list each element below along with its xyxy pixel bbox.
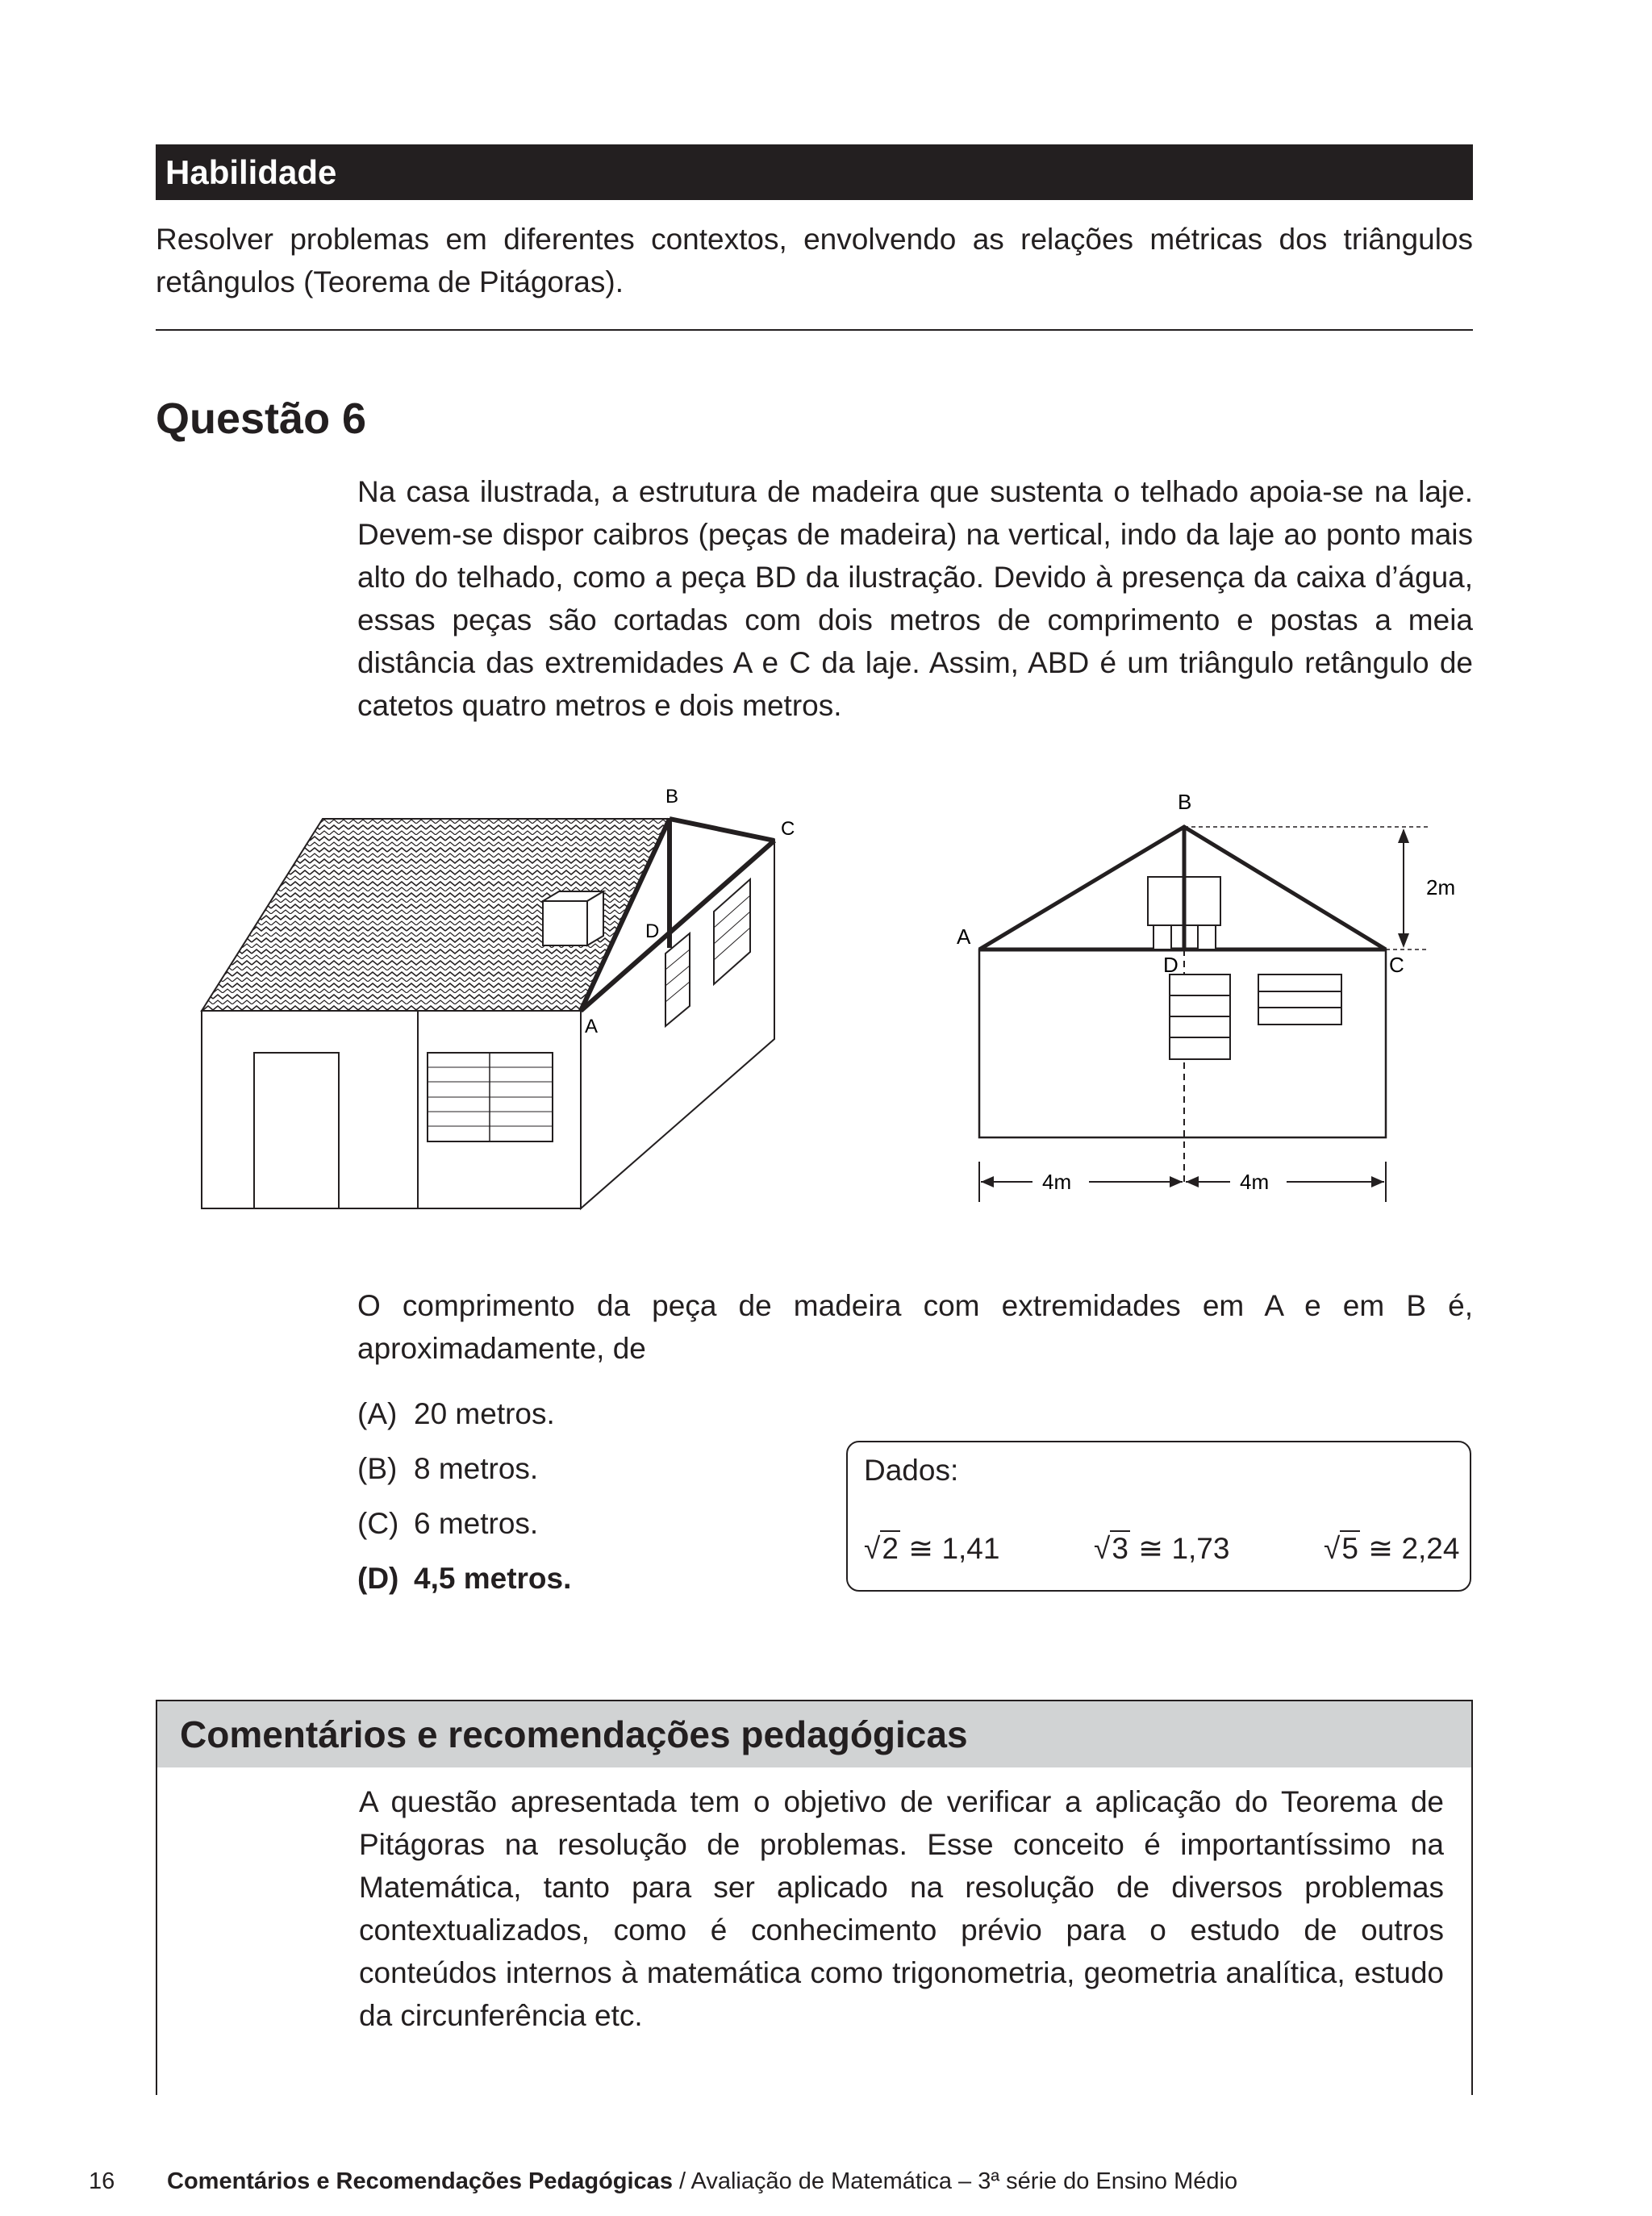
front-label-c: C [1389, 953, 1404, 977]
comments-title: Comentários e recomendações pedagógicas [157, 1701, 1471, 1767]
comments-section [156, 1700, 1473, 2095]
footer-title: Comentários e Recomendações Pedagógicas [167, 2168, 673, 2194]
sqrt2-value: √2 ≅ 1,41 [864, 1532, 1000, 1565]
front-label-b: B [1178, 790, 1192, 814]
dados-label: Dados: [864, 1454, 959, 1487]
front-label-a: A [957, 924, 971, 949]
question-title: Questão 6 [156, 394, 367, 443]
house-front-view-figure [952, 778, 1456, 1214]
dados-box [846, 1441, 1471, 1592]
option-c[interactable]: (C) 6 metros. [357, 1507, 539, 1540]
height-label: 2m [1426, 875, 1456, 899]
habilidade-description: Resolver problemas em diferentes contextos, envolvendo as relações métricas dos triângulos retângulos (Teorema de Pitágoras). [156, 223, 1473, 298]
comments-text: A questão apresentada tem o objetivo de verificar a aplicação do Teorema de Pitágoras na resolução de problemas. Esse conceito é importantíssimo na Matemática, tanto para ser aplicado na resolução de diversos problemas contextualizados, como é conhecimento prévio para o estudo de outros conteúdos internos à matemática como trigonometria, geometria analítica, estudo da circunferência etc. [359, 1785, 1444, 2032]
label-b: B [665, 786, 679, 808]
divider [156, 329, 1473, 331]
house-perspective-figure [194, 778, 807, 1214]
sqrt5-value: √5 ≅ 2,24 [1324, 1532, 1460, 1565]
habilidade-heading: Habilidade [156, 144, 1473, 200]
page-number: 16 [89, 2168, 115, 2194]
right-width-label: 4m [1240, 1170, 1270, 1194]
option-b[interactable]: (B) 8 metros. [357, 1452, 539, 1485]
sqrt3-value: √3 ≅ 1,73 [1094, 1532, 1230, 1565]
front-label-d: D [1163, 953, 1179, 977]
footer-subtitle: / Avaliação de Matemática – 3ª série do Ensino Médio [672, 2168, 1238, 2194]
question-text: Na casa ilustrada, a estrutura de madeira que sustenta o telhado apoia-se na laje. Devem-se dispor caibros (peças de madeira) na vertical, indo da laje ao ponto mais alto do telhado, como a peça BD da ilustração. Devido à presença da caixa d’água, essas peças são cortadas com dois metros de comprimento e postas a meia distância das extremidades A e C da laje. Assim, ABD é um triângulo retângulo de catetos quatro metros e dois metros. [357, 475, 1473, 722]
page-footer [89, 2168, 1237, 2195]
label-d: D [645, 920, 660, 942]
label-a: A [585, 1016, 599, 1037]
option-a[interactable]: (A) 20 metros. [357, 1397, 555, 1430]
option-d-correct[interactable]: (D) 4,5 metros. [357, 1562, 572, 1595]
label-c: C [781, 818, 795, 840]
answer-options [357, 1392, 571, 1612]
question-prompt: O comprimento da peça de madeira com extremidades em A e em B é, aproximadamente, de [357, 1289, 1473, 1365]
left-width-label: 4m [1042, 1170, 1072, 1194]
